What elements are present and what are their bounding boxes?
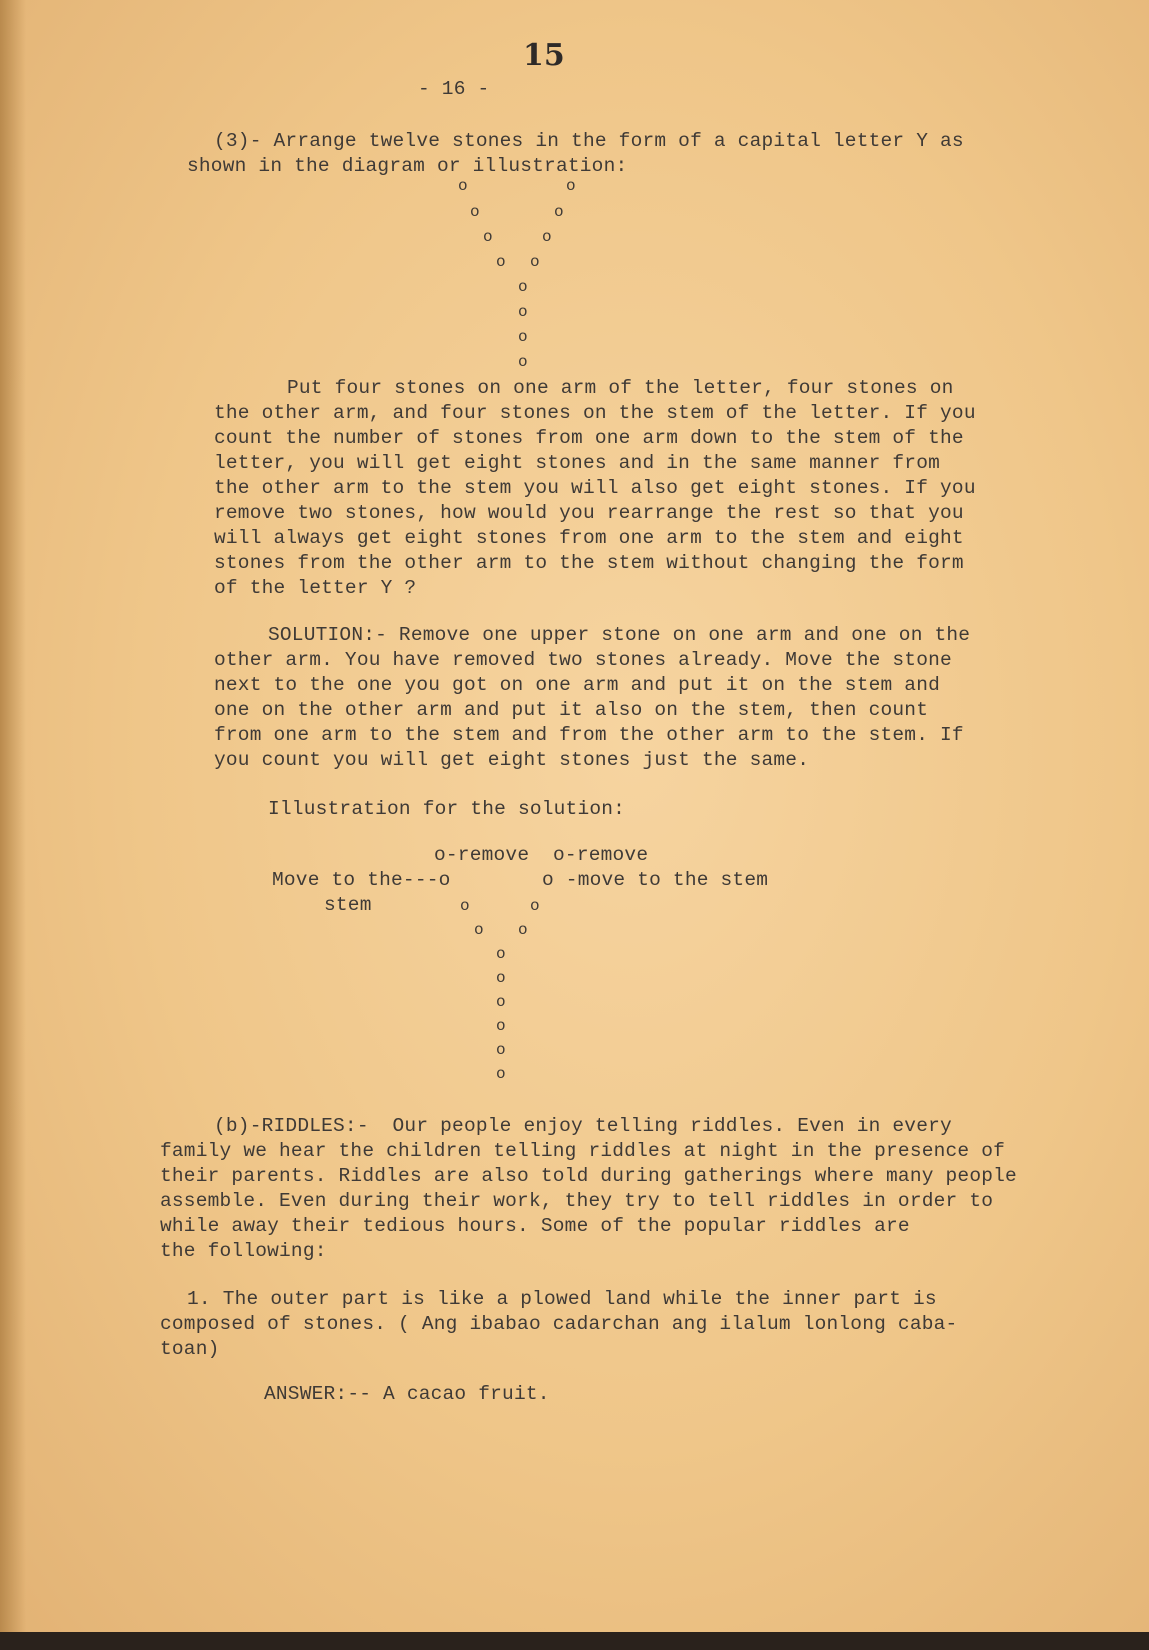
stone: o — [518, 328, 528, 346]
stone: o — [496, 1017, 506, 1035]
diagram-label: o -move to the stem — [542, 869, 769, 891]
text-line: stones from the other arm to the stem without changing the form — [214, 552, 964, 574]
stone: o — [542, 228, 552, 246]
text-line: of the letter Y ? — [214, 577, 417, 599]
stone: o — [460, 897, 470, 915]
illustration-caption: Illustration for the solution: — [268, 798, 626, 820]
page-shadow-left — [0, 0, 26, 1650]
text-line: from one arm to the stem and from the other arm to the stem. If — [214, 724, 964, 746]
diagram-label: o-remove o-remove — [434, 844, 649, 866]
text-line: one on the other arm and put it also on the stem, then count — [214, 699, 929, 721]
text-line: toan) — [160, 1338, 220, 1360]
stone: o — [518, 921, 528, 939]
stone: o — [496, 945, 506, 963]
stone: o — [530, 897, 540, 915]
text-line: remove two stones, how would you rearrange the rest so that you — [214, 502, 964, 524]
stone: o — [566, 177, 576, 195]
text-line: the other arm, and four stones on the stem of the letter. If you — [214, 402, 976, 424]
stone: o — [496, 1041, 506, 1059]
text-line: 1. The outer part is like a plowed land while the inner part is — [187, 1288, 937, 1310]
text-line: while away their tedious hours. Some of the popular riddles are — [160, 1215, 910, 1237]
stone: o — [518, 303, 528, 321]
text-line: will always get eight stones from one arm to the stem and eight — [214, 527, 964, 549]
text-line: composed of stones. ( Ang ibabao cadarchan ang ilalum lonlong caba- — [160, 1313, 958, 1335]
text-line: their parents. Riddles are also told during gatherings where many people — [160, 1165, 1017, 1187]
stone: o — [530, 253, 540, 271]
text-line: shown in the diagram or illustration: — [187, 155, 628, 177]
handwritten-page-number: 15 — [523, 38, 565, 73]
stone: o — [496, 1065, 506, 1083]
stone: o — [474, 921, 484, 939]
text-line: you count you will get eight stones just the same. — [214, 749, 810, 771]
text-line: (3)- Arrange twelve stones in the form of a capital letter Y as — [214, 130, 964, 152]
text-line: the other arm to the stem you will also get eight stones. If you — [214, 477, 976, 499]
stone: o — [496, 969, 506, 987]
text-line: Put four stones on one arm of the letter, four stones on — [287, 377, 954, 399]
text-line: other arm. You have removed two stones already. Move the stone — [214, 649, 952, 671]
stone: o — [554, 203, 564, 221]
stone: o — [470, 203, 480, 221]
diagram-label: stem — [324, 894, 372, 916]
text-line: next to the one you got on one arm and put it on the stem and — [214, 674, 941, 696]
stone: o — [518, 353, 528, 371]
stone: o — [518, 278, 528, 296]
stone: o — [483, 228, 493, 246]
diagram-label: Move to the---o — [272, 869, 451, 891]
stone: o — [496, 993, 506, 1011]
stone: o — [496, 253, 506, 271]
answer-1: ANSWER:-- A cacao fruit. — [264, 1383, 550, 1405]
text-line: assemble. Even during their work, they try to tell riddles in order to — [160, 1190, 994, 1212]
stone: o — [458, 177, 468, 195]
text-line: count the number of stones from one arm down to the stem of the — [214, 427, 964, 449]
text-line: SOLUTION:- Remove one upper stone on one arm and one on the — [268, 624, 971, 646]
page-bottom-edge — [0, 1632, 1149, 1650]
text-line: letter, you will get eight stones and in the same manner from — [214, 452, 941, 474]
text-line: (b)-RIDDLES:- Our people enjoy telling riddles. Even in every — [214, 1115, 952, 1137]
text-line: the following: — [160, 1240, 327, 1262]
page-number: - 16 - — [418, 78, 490, 100]
text-line: family we hear the children telling riddles at night in the presence of — [160, 1140, 1006, 1162]
